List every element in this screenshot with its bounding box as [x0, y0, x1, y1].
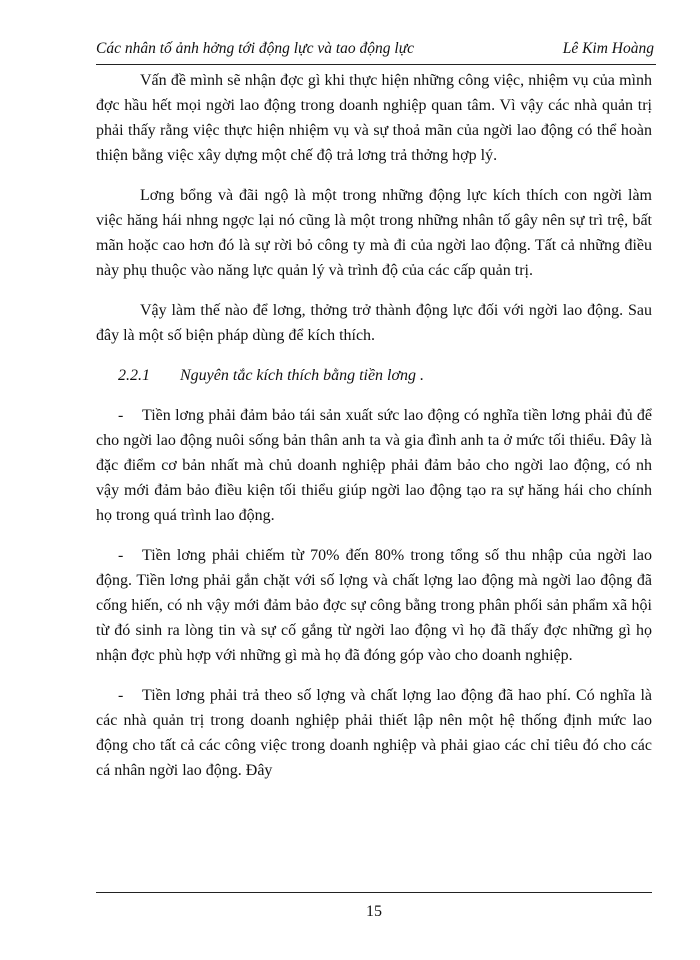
bullet-text-1: Tiền lơng phải đảm bảo tái sản xuất sức lao động có nghĩa tiền lơng phải đủ để cho ngời lao động nuôi sống bản thân anh ta và gia đình anh ta ở mức tối thiểu. Đây là đặc điểm cơ bản nhất mà chủ doanh nghiệp phải đảm bảo cho ngời lao động, có nh vậy mới đảm bảo điều kiện tối thiểu giúp ngời lao động tạo ra sự hăng hái cho chính họ trong quá trình lao động.	[96, 407, 652, 524]
paragraph-3: Vậy làm thế nào để lơng, thởng trở thành động lực đối với ngời lao động. Sau đây là một số biện pháp dùng để kích thích.	[96, 302, 652, 344]
bullet-item-3	[96, 683, 652, 783]
header-title: Các nhân tố ảnh hởng tới động lực và tao động lực	[96, 40, 415, 57]
bullet-dash: -	[118, 547, 124, 564]
bullet-item-1	[96, 403, 652, 528]
bullet-text-3: Tiền lơng phải trả theo số lợng và chất lợng lao động đã hao phí. Có nghĩa là các nhà quản trị trong doanh nghiệp phải thiết lập nên một hệ thống định mức lao động cho tất cả các công việc trong doanh nghiệp và phải giao các chỉ tiêu đó cho các cá nhân ngời lao động. Đây	[96, 687, 652, 779]
section-number: 2.2.1	[118, 367, 150, 384]
page-body	[96, 68, 652, 783]
paragraph-1: Vấn đề mình sẽ nhận đợc gì khi thực hiện những công việc, nhiệm vụ của mình đợc hầu hết mọi ngời lao động trong doanh nghiệp quan tâm. Vì vậy các nhà quản trị phải thấy rằng việc thực hiện nhiệm vụ và sự thoả mãn của ngời lao động có thể hoàn thiện bằng việc xây dựng một chế độ trả lơng trả thởng hợp lý.	[96, 72, 652, 164]
page-footer	[96, 892, 652, 923]
bullet-item-2	[96, 543, 652, 668]
bullet-text-2: Tiền lơng phải chiếm từ 70% đến 80% trong tổng số thu nhập của ngời lao động. Tiền lơng phải gắn chặt với số lợng và chất lợng lao động mà ngời lao động đã cống hiến, có nh vậy mới đảm bảo đợc sự công bằng trong phân phối sản phẩm xã hội từ đó sinh ra lòng tin và sự cố gắng từ ngời lao động vì họ đã thấy đợc những gì họ nhận đợc phù hợp với những gì mà họ đã đóng góp vào cho doanh nghiệp.	[96, 547, 652, 664]
running-header	[96, 36, 656, 65]
header-author: Lê Kim Hoàng	[562, 40, 654, 57]
section-title: Nguyên tắc kích thích bằng tiền lơng .	[180, 367, 425, 384]
section-heading	[96, 363, 652, 388]
paragraph-2: Lơng bổng và đãi ngộ là một trong những động lực kích thích con ngời làm việc hăng hái nhng ngợc lại nó cũng là một trong những nhân tố gây nên sự trì trệ, bất mãn hoặc cao hơn đó là sự rời bỏ công ty mà đi của ngời lao động. Tất cả những điều này phụ thuộc vào năng lực quản lý và trình độ của các cấp quản trị.	[96, 187, 652, 279]
bullet-dash: -	[118, 407, 124, 424]
page-number: 15	[366, 903, 382, 920]
bullet-dash: -	[118, 687, 124, 704]
